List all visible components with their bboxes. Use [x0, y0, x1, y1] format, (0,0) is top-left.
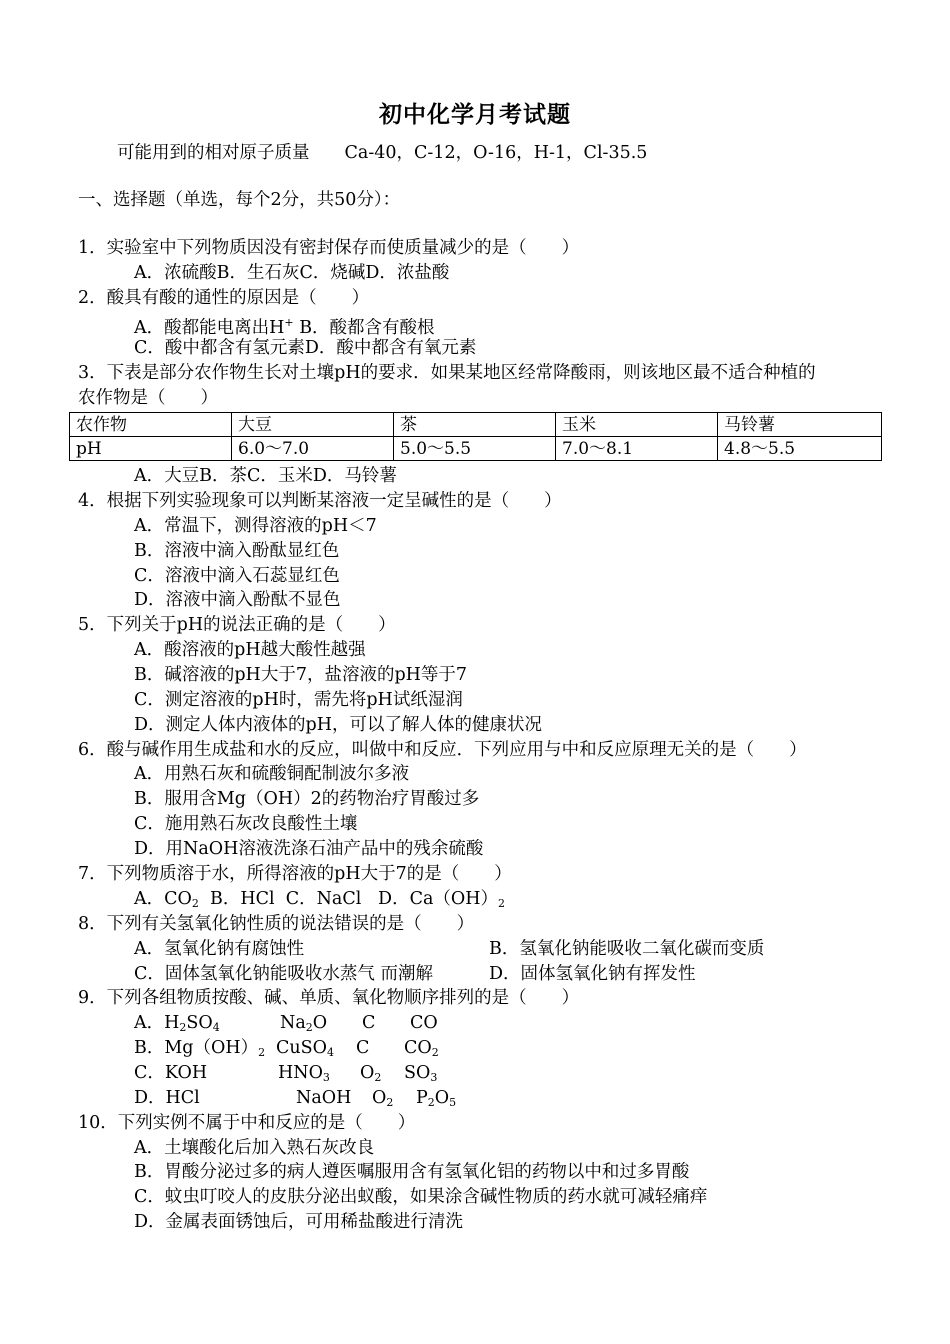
question-10-option-d: D．金属表面锈蚀后，可用稀盐酸进行清洗: [134, 1212, 464, 1232]
question-8-option-a: A．氢氧化钠有腐蚀性: [134, 939, 305, 959]
question-9-stem: 9．下列各组物质按酸、碱、单质、氧化物顺序排列的是（ ）: [78, 988, 580, 1008]
question-4-option-a: A．常温下，测得溶液的pH＜7: [134, 516, 377, 536]
acid-formula-tail: SO: [186, 1013, 213, 1033]
question-9-option-b: [134, 1036, 265, 1060]
formula-sub: 2: [374, 1071, 382, 1084]
question-9-option-d: [134, 1086, 200, 1110]
table-cell: 农作物: [70, 413, 232, 437]
question-4-stem: 4．根据下列实验现象可以判断某溶液一定呈碱性的是（ ）: [78, 491, 562, 511]
table-row: [70, 413, 882, 437]
base-formula-tail: O: [312, 1013, 328, 1033]
formula-sub: 4: [327, 1046, 334, 1059]
question-6-option-b: B．服用含Mg（OH）2的药物治疗胃酸过多: [134, 789, 480, 809]
question-4-option-c: C．溶液中滴入石蕊显红色: [134, 566, 340, 586]
question-5-option-b: B．碱溶液的pH大于7，盐溶液的pH等于7: [134, 665, 468, 685]
formula-sub: 4: [212, 1021, 220, 1034]
oxide-formula: CO: [404, 1038, 432, 1058]
question-10-option-c: C．蚊虫叮咬人的皮肤分泌出蚁酸，如果涂含碱性物质的药水就可减轻痛痒: [134, 1187, 708, 1207]
formula-sub: 2: [258, 1046, 266, 1059]
q7-option-rest: B．HCl C．NaCl D．Ca（OH）: [198, 889, 499, 909]
question-8-option-c: C．固体氢氧化钠能吸收水蒸气 而潮解: [134, 964, 433, 984]
q2-option-a-sup: +: [284, 316, 294, 329]
question-9-a-element: C: [362, 1013, 376, 1033]
table-cell: 7.0～8.1: [556, 437, 718, 461]
question-9-b-oxide: [404, 1036, 439, 1060]
table-cell: 茶: [394, 413, 556, 437]
base-formula: HNO: [278, 1063, 323, 1083]
oxide-formula: SO: [404, 1063, 431, 1083]
question-1-stem: 1．实验室中下列物质因没有密封保存而使质量减少的是（ ）: [78, 238, 580, 258]
question-8-option-b: B．氢氧化钠能吸收二氧化碳而变质: [489, 939, 765, 959]
base-formula: Na: [280, 1013, 306, 1033]
section-heading: 一、选择题（单选，每个2分，共50分）：: [78, 190, 401, 210]
page-title: 初中化学月考试题: [379, 101, 571, 128]
question-10-option-a: A．土壤酸化后加入熟石灰改良: [134, 1138, 375, 1158]
crop-ph-table: [69, 412, 882, 461]
question-5-stem: 5．下列关于pH的说法正确的是（ ）: [78, 615, 396, 635]
question-5-option-c: C．测定溶液的pH时，需先将pH试纸湿润: [134, 690, 463, 710]
question-9-c-oxide: [404, 1061, 437, 1085]
question-10-stem: 10．下列实例不属于中和反应的是（ ）: [78, 1113, 416, 1133]
formula-sub: 2: [179, 1021, 187, 1034]
question-4-option-b: B．溶液中滴入酚酞显红色: [134, 541, 340, 561]
formula-sub: 3: [322, 1071, 330, 1084]
formula-sub: 2: [305, 1021, 313, 1034]
question-2-options-cd: C．酸中都含有氢元素D．酸中都含有氧元素: [134, 338, 477, 358]
question-1-options: A．浓硫酸B．生石灰C．烧碱D．浓盐酸: [134, 263, 450, 283]
question-3-stem-line1: 3．下表是部分农作物生长对土壤pH的要求．如果某地区经常降酸雨，则该地区最不适合种植的: [78, 363, 816, 383]
question-10-option-b: B．胃酸分泌过多的病人遵医嘱服用含有氢氧化铝的药物以中和过多胃酸: [134, 1162, 690, 1182]
question-8-option-d: D．固体氢氧化钠有挥发性: [489, 964, 696, 984]
question-6-option-c: C．施用熟石灰改良酸性土壤: [134, 814, 358, 834]
oxide-formula: P: [416, 1088, 428, 1108]
formula-sub: 5: [449, 1096, 457, 1109]
q7-option-a: A．CO: [134, 889, 192, 909]
element-formula: O: [372, 1088, 387, 1108]
q7-sub: 2: [498, 897, 506, 910]
question-7-options: [134, 887, 505, 911]
option-label: A．: [134, 1013, 165, 1033]
element-formula: O: [360, 1063, 375, 1083]
table-cell: pH: [70, 437, 232, 461]
question-6-option-a: A．用熟石灰和硫酸铜配制波尔多液: [134, 764, 410, 784]
atomic-masses-note: 可能用到的相对原子质量 Ca-40，C-12，O-16，H-1，Cl-35.5: [117, 143, 648, 163]
oxide-formula-tail: O: [434, 1088, 450, 1108]
question-9-a-oxide: CO: [410, 1013, 438, 1033]
question-8-stem: 8．下列有关氢氧化钠性质的说法错误的是（ ）: [78, 914, 475, 934]
question-4-option-d: D．溶液中滴入酚酞不显色: [134, 590, 341, 610]
question-9-option-c: [134, 1061, 207, 1085]
question-2-options-ab: [134, 311, 435, 338]
question-7-stem: 7．下列物质溶于水，所得溶液的pH大于7的是（ ）: [78, 864, 512, 884]
question-3-options: A．大豆B．茶C．玉米D．马铃薯: [134, 466, 397, 486]
acid-formula: HCl: [165, 1088, 200, 1108]
option-label: C．: [134, 1063, 165, 1083]
formula-sub: 2: [427, 1096, 435, 1109]
formula-sub: 3: [430, 1071, 438, 1084]
question-9-d-element: [372, 1086, 393, 1110]
question-5-option-d: D．测定人体内液体的pH，可以了解人体的健康状况: [134, 715, 542, 735]
question-9-d-oxide: [416, 1086, 456, 1110]
base-formula: CuSO: [276, 1038, 327, 1058]
table-cell: 4.8～5.5: [718, 437, 882, 461]
formula-sub: 2: [431, 1046, 439, 1059]
formula-sub: 2: [386, 1096, 394, 1109]
acid-formula: KOH: [164, 1063, 208, 1083]
acid-formula: H: [164, 1013, 180, 1033]
question-9-c-base: [278, 1061, 330, 1085]
question-9-d-base: NaOH: [296, 1088, 352, 1108]
q2-option-b: B．酸都含有酸根: [293, 317, 435, 338]
table-cell: 5.0～5.5: [394, 437, 556, 461]
option-label: D．: [134, 1088, 166, 1108]
acid-formula: Mg（OH）: [164, 1038, 259, 1058]
question-2-stem: 2．酸具有酸的通性的原因是（ ）: [78, 288, 370, 308]
q2-option-a: A．酸都能电离出H: [134, 317, 285, 338]
question-9-b-base: [276, 1036, 334, 1060]
question-9-a-base: [280, 1011, 327, 1035]
table-cell: 6.0～7.0: [232, 437, 394, 461]
table-row: [70, 437, 882, 461]
question-3-stem-line2: 农作物是（ ）: [78, 388, 218, 408]
question-6-stem: 6．酸与碱作用生成盐和水的反应，叫做中和反应．下列应用与中和反应原理无关的是（ ）: [78, 740, 807, 760]
table-cell: 大豆: [232, 413, 394, 437]
question-6-option-d: D．用NaOH溶液洗涤石油产品中的残余硫酸: [134, 839, 484, 859]
question-9-b-element: C: [356, 1038, 370, 1058]
q7-sub: 2: [191, 897, 199, 910]
question-5-option-a: A．酸溶液的pH越大酸性越强: [134, 640, 366, 660]
table-cell: 玉米: [556, 413, 718, 437]
option-label: B．: [134, 1038, 165, 1058]
table-cell: 马铃薯: [718, 413, 882, 437]
question-9-c-element: [360, 1061, 381, 1085]
question-9-option-a: [134, 1011, 220, 1035]
